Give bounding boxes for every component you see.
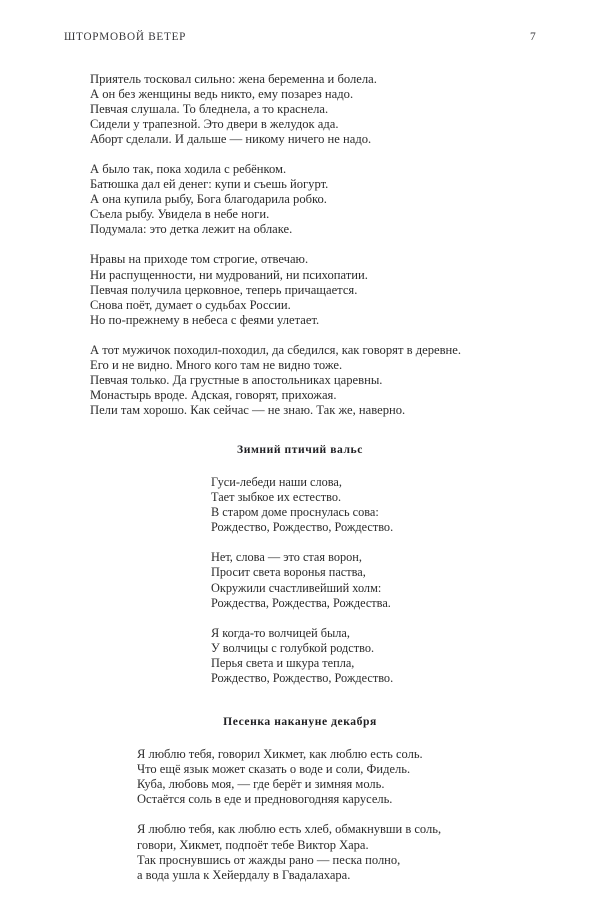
poem-line: Приятель тосковал сильно: жена беременна и болела. (90, 72, 377, 86)
poem-line: А она купила рыбу, Бога благодарила робко. (90, 192, 327, 207)
poem-line: Я люблю тебя, как люблю есть хлеб, обмакнувши в соль, (137, 822, 442, 837)
poem-line: Что ещё язык может сказать о воде и соли, Фидель. (137, 762, 411, 777)
stanza (211, 550, 600, 610)
poem-line: У волчицы с голубкой родство. (211, 640, 375, 655)
poem-line: Снова поёт, думает о судьбах России. (90, 297, 291, 312)
poem-line: Пели там хорошо. Как сейчас — не знаю. Так же, наверно. (90, 402, 406, 417)
poem-title-winter-waltz: Зимний птичий вальс (237, 442, 363, 456)
stanza (90, 252, 600, 327)
poem-line: Я люблю тебя, говорил Хикмет, как люблю есть соль. (137, 747, 423, 762)
poem-line: А тот мужичок походил-походил, да сбедился, как говорят в деревне. (90, 342, 462, 357)
poem-line: Певчая слушала. То бледнела, а то краснела. (90, 102, 329, 117)
poem-line: Рождество, Рождество, Рождество. (211, 670, 394, 685)
page-content (0, 72, 600, 883)
poem-line: Просит света воронья паства, (211, 565, 366, 580)
poem-line: Нравы на приходе том строгие, отвечаю. (90, 252, 309, 267)
stanza (90, 72, 600, 147)
poem-line: Аборт сделали. И дальше — никому ничего не надо. (90, 132, 372, 147)
poem-line: В старом доме проснулась сова: (211, 505, 379, 520)
poem-line: Батюшка дал ей денег: купи и съешь йогурт. (90, 177, 329, 192)
stanza (211, 626, 600, 686)
poem-winter-waltz (0, 475, 600, 686)
poem-line: Певчая получила церковное, теперь причащается. (90, 282, 358, 297)
poem-line: Остаётся соль в еде и предновогодняя карусель. (137, 792, 393, 807)
stanza (90, 162, 600, 237)
running-head (64, 31, 536, 47)
poem-line: Ни распущенности, ни мудрований, ни психопатии. (90, 267, 368, 282)
poem-opening (0, 72, 600, 418)
poem-line: Его и не видно. Много кого там не видно тоже. (90, 357, 343, 372)
poem-line: Рождество, Рождество, Рождество. (211, 520, 394, 535)
poem-line: Куба, любовь моя, — где берёт и зимняя моль. (137, 777, 385, 792)
stanza (90, 343, 600, 418)
poem-line: Так проснувшись от жажды рано — песка полно, (137, 852, 401, 867)
poem-december-song (0, 747, 600, 883)
poem-line: Рождества, Рождества, Рождества. (211, 595, 391, 610)
stanza (137, 747, 600, 807)
poem-line: Гуси-лебеди наши слова, (211, 474, 342, 489)
spacer (0, 686, 600, 715)
poem-line: Сидели у трапезной. Это двери в желудок ада. (90, 117, 339, 132)
poem-line: Съела рыбу. Увидела в небе ноги. (90, 207, 270, 222)
poem-line: Но по-прежнему в небеса с феями улетает. (90, 312, 320, 327)
poem-line: А он без женщины ведь никто, ему позарез надо. (90, 87, 354, 102)
poem-line: Подумала: это детка лежит на облаке. (90, 222, 293, 237)
poem-line: Нет, слова — это стая ворон, (211, 550, 362, 565)
poem-line: А было так, пока ходила с ребёнком. (90, 162, 287, 177)
poem-line: а вода ушла к Хейердалу в Гвадалахара. (137, 867, 351, 882)
spacer (0, 456, 600, 475)
poem-line: говори, Хикмет, подпоёт тебе Виктор Хара. (137, 837, 369, 852)
poem-line: Я когда-то волчицей была, (211, 625, 350, 640)
stanza (211, 475, 600, 535)
poem-title-december-song: Песенка накануне декабря (223, 715, 377, 729)
stanza (137, 822, 600, 882)
poem-line: Перья света и шкура тепла, (211, 655, 355, 670)
poem-line: Монастырь вроде. Адская, говорят, прихожая. (90, 387, 337, 402)
page-number: 7 (530, 31, 536, 43)
spacer (0, 418, 600, 443)
poem-line: Окружили счастливейший холм: (211, 580, 382, 595)
poem-line: Певчая только. Да грустные в апостольниках царевны. (90, 372, 383, 387)
poem-line: Тает зыбкое их естество. (211, 490, 342, 505)
running-title: ШТОРМОВОЙ ВЕТЕР (64, 31, 187, 43)
spacer (0, 728, 600, 747)
